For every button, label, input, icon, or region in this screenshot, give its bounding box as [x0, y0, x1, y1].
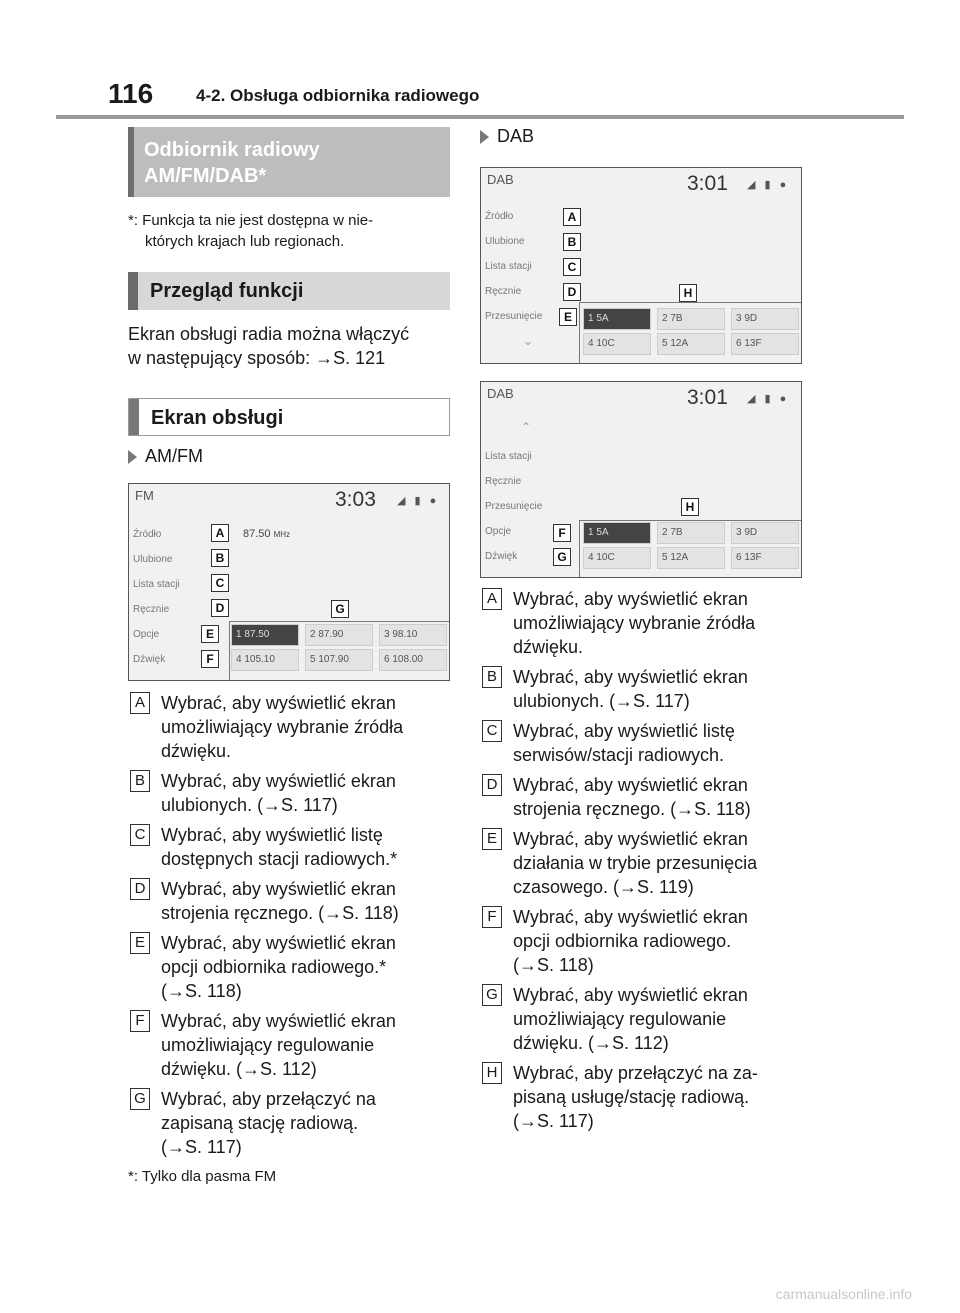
legend-line: umożliwiający regulowanie — [161, 1035, 375, 1055]
overview-line: Ekran obsługi radia można włączyć — [128, 324, 410, 344]
legend-line: umożliwiający regulowanie — [513, 1009, 727, 1029]
callout-tag-c: C — [211, 574, 229, 592]
footnote-fm-only: *: Tylko dla pasma FM — [128, 1168, 277, 1185]
legend-item-c — [130, 823, 450, 871]
frequency-readout — [243, 528, 290, 540]
legend-line: serwisów/stacji radiowych. — [513, 745, 725, 765]
preset-button-6[interactable]: 6 13F — [731, 333, 799, 355]
preset-button-4[interactable]: 4 10C — [583, 333, 651, 355]
screen-title: FM — [135, 488, 154, 503]
legend-line: Wybrać, aby wyświetlić ekran — [513, 667, 748, 687]
menu-item-favorites[interactable]: Ulubione — [133, 554, 173, 565]
overview-heading: Przegląd funkcji — [128, 272, 450, 310]
legend-tag: F — [482, 906, 502, 928]
overview-line: w następujący sposób: →S. 121 — [128, 348, 386, 368]
legend-item-c — [482, 719, 802, 767]
callout-tag-f: F — [201, 650, 219, 668]
menu-item-source[interactable]: Źródło — [133, 529, 162, 540]
page-number: 116 — [108, 78, 154, 109]
menu-item-timeshift[interactable]: Przesunięcie — [485, 311, 543, 322]
menu-item-timeshift[interactable]: Przesunięcie — [485, 501, 543, 512]
preset-button-1[interactable]: 1 5A — [583, 308, 651, 330]
legend-item-f — [130, 1009, 450, 1081]
legend-item-e — [482, 827, 802, 899]
legend-line: pisaną usługę/stację radiową. — [513, 1087, 750, 1107]
footnote-availability — [128, 210, 450, 252]
screen-clock: 3:01 — [687, 386, 728, 409]
section-title-box — [128, 127, 450, 197]
callout-tag-a: A — [211, 524, 229, 542]
legend-line: (→S. 117) — [513, 1111, 594, 1131]
legend-line: Wybrać, aby wyświetlić ekran — [161, 933, 396, 953]
callout-tag-h: H — [679, 284, 697, 302]
legend-item-f — [482, 905, 802, 977]
menu-item-station-list[interactable]: Lista stacji — [485, 261, 532, 272]
chevron-down-icon[interactable]: ⌄ — [523, 334, 534, 348]
preset-button-1[interactable]: 1 5A — [583, 522, 651, 544]
status-icons: ◢ ▮ ● — [747, 179, 790, 191]
legend-line: zapisaną stację radiową. — [161, 1113, 359, 1133]
preset-button-5[interactable]: 5 12A — [657, 547, 725, 569]
legend-tag: H — [482, 1062, 502, 1084]
legend-tag: D — [482, 774, 502, 796]
legend-line: Wybrać, aby wyświetlić listę — [513, 721, 735, 741]
legend-line: dźwięku. (→S. 112) — [513, 1033, 669, 1053]
legend-line: dźwięku. — [161, 741, 232, 761]
legend-item-b — [130, 769, 450, 817]
preset-button-5[interactable]: 5 107.90 — [305, 649, 373, 671]
legend-line: Wybrać, aby wyświetlić ekran — [161, 771, 396, 791]
menu-item-sound[interactable]: Dźwięk — [485, 551, 518, 562]
screen-clock: 3:01 — [687, 172, 728, 195]
legend-item-g — [482, 983, 802, 1055]
status-icons: ◢ ▮ ● — [747, 393, 790, 405]
legend-tag: B — [482, 666, 502, 688]
frequency-value: 87.50 — [243, 528, 271, 540]
legend-tag: C — [130, 824, 150, 846]
callout-tag-c: C — [563, 258, 581, 276]
legend-tag: D — [130, 878, 150, 900]
preset-button-2[interactable]: 2 87.90 — [305, 624, 373, 646]
preset-button-5[interactable]: 5 12A — [657, 333, 725, 355]
dab-label-text: DAB — [497, 126, 535, 146]
callout-tag-b: B — [211, 549, 229, 567]
status-icons: ◢ ▮ ● — [397, 495, 440, 507]
callout-tag-e: E — [201, 625, 219, 643]
legend-item-g — [130, 1087, 450, 1159]
chevron-up-icon[interactable]: ⌃ — [521, 420, 532, 434]
legend-line: opcji odbiornika radiowego.* — [161, 957, 387, 977]
callout-tag-g: G — [331, 600, 349, 618]
callout-tag-h: H — [681, 498, 699, 516]
footnote-line: *: Funkcja ta nie jest dostępna w nie- — [128, 212, 374, 229]
menu-item-sound[interactable]: Dźwięk — [133, 654, 166, 665]
callout-tag-a: A — [563, 208, 581, 226]
legend-item-d — [482, 773, 802, 821]
watermark: carmanualsonline.info — [775, 1286, 912, 1302]
callout-tag-e: E — [559, 308, 577, 326]
menu-item-favorites[interactable]: Ulubione — [485, 236, 525, 247]
legend-item-a — [130, 691, 450, 763]
menu-item-manual[interactable]: Ręcznie — [485, 476, 522, 487]
legend-tag: A — [130, 692, 150, 714]
section-title-line2: AM/FM/DAB* — [144, 165, 267, 187]
fm-screen — [128, 483, 450, 681]
preset-button-6[interactable]: 6 108.00 — [379, 649, 447, 671]
legend-line: Wybrać, aby wyświetlić ekran — [161, 879, 396, 899]
legend-line: Wybrać, aby wyświetlić ekran — [513, 589, 748, 609]
legend-item-h — [482, 1061, 802, 1133]
legend-tag: B — [130, 770, 150, 792]
preset-button-3[interactable]: 3 9D — [731, 522, 799, 544]
preset-button-6[interactable]: 6 13F — [731, 547, 799, 569]
callout-tag-d: D — [211, 599, 229, 617]
screen-clock: 3:03 — [335, 488, 376, 511]
dab-screen-2 — [480, 381, 802, 578]
legend-line: dźwięku. (→S. 112) — [161, 1059, 317, 1079]
preset-button-4[interactable]: 4 10C — [583, 547, 651, 569]
preset-button-2[interactable]: 2 7B — [657, 522, 725, 544]
legend-tag: C — [482, 720, 502, 742]
legend-line: strojenia ręcznego. (→S. 118) — [513, 799, 751, 819]
legend-line: Wybrać, aby wyświetlić ekran — [161, 693, 396, 713]
screen-title: DAB — [487, 172, 514, 187]
legend-line: ulubionych. (→S. 117) — [161, 795, 338, 815]
menu-item-station-list[interactable]: Lista stacji — [133, 579, 180, 590]
menu-item-manual[interactable]: Ręcznie — [133, 604, 170, 615]
legend-item-e — [130, 931, 450, 1003]
menu-item-options[interactable]: Opcje — [133, 629, 160, 640]
legend-tag: F — [130, 1010, 150, 1032]
screen-title: DAB — [487, 386, 514, 401]
legend-line: dostępnych stacji radiowych.* — [161, 849, 398, 869]
section-title-line1: Odbiornik radiowy — [144, 139, 320, 161]
menu-item-source[interactable]: Źródło — [485, 211, 514, 222]
legend-line: umożliwiający wybranie źródła — [513, 613, 756, 633]
dab-label — [480, 124, 534, 148]
legend-tag: A — [482, 588, 502, 610]
triangle-bullet-icon — [480, 130, 489, 144]
frequency-unit: MHz — [273, 530, 291, 539]
legend-line: Wybrać, aby przełączyć na — [161, 1089, 376, 1109]
chapter-title: 4-2. Obsługa odbiornika radiowego — [196, 86, 480, 105]
menu-item-options[interactable]: Opcje — [485, 526, 512, 537]
legend-line: strojenia ręcznego. (→S. 118) — [161, 903, 399, 923]
legend-line: Wybrać, aby przełączyć na za- — [513, 1063, 758, 1083]
screen-section-heading: Ekran obsługi — [128, 398, 450, 436]
legend-line: dźwięku. — [513, 637, 584, 657]
legend-item-d — [130, 877, 450, 925]
legend-tag: G — [130, 1088, 150, 1110]
legend-line: Wybrać, aby wyświetlić ekran — [513, 907, 748, 927]
legend-line: Wybrać, aby wyświetlić ekran — [513, 775, 748, 795]
amfm-label-text: AM/FM — [145, 446, 203, 466]
legend-line: ulubionych. (→S. 117) — [513, 691, 690, 711]
legend-line: Wybrać, aby wyświetlić ekran — [161, 1011, 396, 1031]
callout-tag-g: G — [553, 548, 571, 566]
legend-line: opcji odbiornika radiowego. — [513, 931, 732, 951]
menu-item-manual[interactable]: Ręcznie — [485, 286, 522, 297]
legend-line: Wybrać, aby wyświetlić ekran — [513, 985, 748, 1005]
preset-button-3[interactable]: 3 98.10 — [379, 624, 447, 646]
preset-button-1[interactable]: 1 87.50 — [231, 624, 299, 646]
legend-line: umożliwiający wybranie źródła — [161, 717, 404, 737]
callout-tag-d: D — [563, 283, 581, 301]
preset-button-4[interactable]: 4 105.10 — [231, 649, 299, 671]
legend-line: (→S. 118) — [513, 955, 594, 975]
legend-line: czasowego. (→S. 119) — [513, 877, 694, 897]
legend-tag: E — [130, 932, 150, 954]
header-rule — [56, 115, 904, 119]
footnote-line: których krajach lub regionach. — [145, 233, 345, 250]
callout-tag-b: B — [563, 233, 581, 251]
overview-text — [128, 322, 458, 370]
legend-line: działania w trybie przesunięcia — [513, 853, 758, 873]
legend-line: Wybrać, aby wyświetlić listę — [161, 825, 383, 845]
legend-line: (→S. 117) — [161, 1137, 242, 1157]
legend-item-a — [482, 587, 802, 659]
callout-tag-f: F — [553, 524, 571, 542]
preset-button-3[interactable]: 3 9D — [731, 308, 799, 330]
triangle-bullet-icon — [128, 450, 137, 464]
amfm-label — [128, 444, 203, 468]
legend-item-b — [482, 665, 802, 713]
legend-tag: E — [482, 828, 502, 850]
legend-line: Wybrać, aby wyświetlić ekran — [513, 829, 748, 849]
legend-tag: G — [482, 984, 502, 1006]
dab-screen-1 — [480, 167, 802, 364]
legend-line: (→S. 118) — [161, 981, 242, 1001]
preset-button-2[interactable]: 2 7B — [657, 308, 725, 330]
menu-item-station-list[interactable]: Lista stacji — [485, 451, 532, 462]
